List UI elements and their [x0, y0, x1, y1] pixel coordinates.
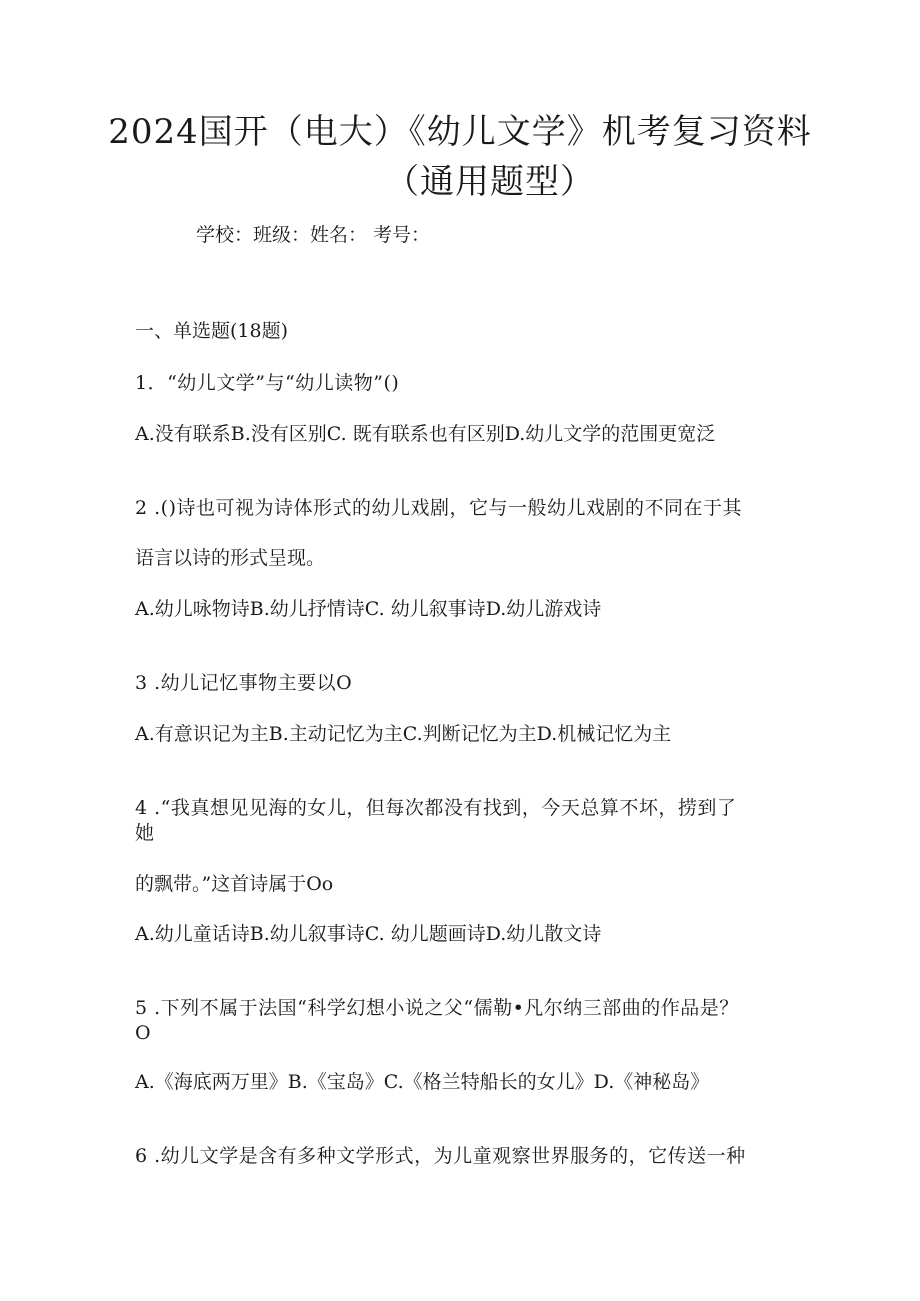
- question-4-stem-line2: 的飘带。”这首诗属于Oo: [135, 873, 334, 895]
- question-5-options: A.《海底两万里》B.《宝岛》C.《格兰特船长的女儿》D.《神秘岛》: [135, 1071, 710, 1093]
- question-4-stem-line1b: 她: [135, 822, 155, 844]
- question-1-options: A.没有联系B.没有区别C. 既有联系也有区别D.幼儿文学的范围更宽泛: [135, 423, 716, 445]
- section-heading: 一、单选题(18题): [135, 320, 289, 342]
- question-5-stem-line1: 5 .下列不属于法国“科学幻想小说之父“儒勒•凡尔纳三部曲的作品是？: [135, 997, 739, 1019]
- question-2-stem-line1: 2 .()诗也可视为诗体形式的幼儿戏剧，它与一般幼儿戏剧的不同在于其: [135, 497, 742, 519]
- question-2-options: A.幼儿咏物诗B.幼儿抒情诗C. 幼儿叙事诗D.幼儿游戏诗: [135, 598, 602, 620]
- question-6-stem-line1: 6 .幼儿文学是含有多种文学形式，为儿童观察世界服务的，它传送一种: [135, 1145, 746, 1167]
- question-3-stem: 3 .幼儿记忆事物主要以O: [135, 672, 353, 694]
- question-1-stem: 1．“幼儿文学”与“幼儿读物”(): [135, 372, 400, 394]
- question-5-stem-line1b: O: [135, 1022, 151, 1044]
- question-4-options: A.幼儿童话诗B.幼儿叙事诗C. 幼儿题画诗D.幼儿散文诗: [135, 923, 602, 945]
- document-title: 2024国开（电大）《幼儿文学》机考复习资料: [108, 112, 812, 152]
- student-info-line: 学校：班级：姓名： 考号：: [196, 224, 431, 246]
- question-4-stem-line1: 4 .“我真想见见海的女儿，但每次都没有找到，今天总算不坏，捞到了: [135, 797, 737, 819]
- question-3-options: A.有意识记为主B.主动记忆为主C.判断记忆为主D.机械记忆为主: [135, 723, 672, 745]
- question-2-stem-line2: 语言以诗的形式呈现。: [135, 547, 326, 569]
- document-subtitle: （通用题型）: [385, 162, 595, 202]
